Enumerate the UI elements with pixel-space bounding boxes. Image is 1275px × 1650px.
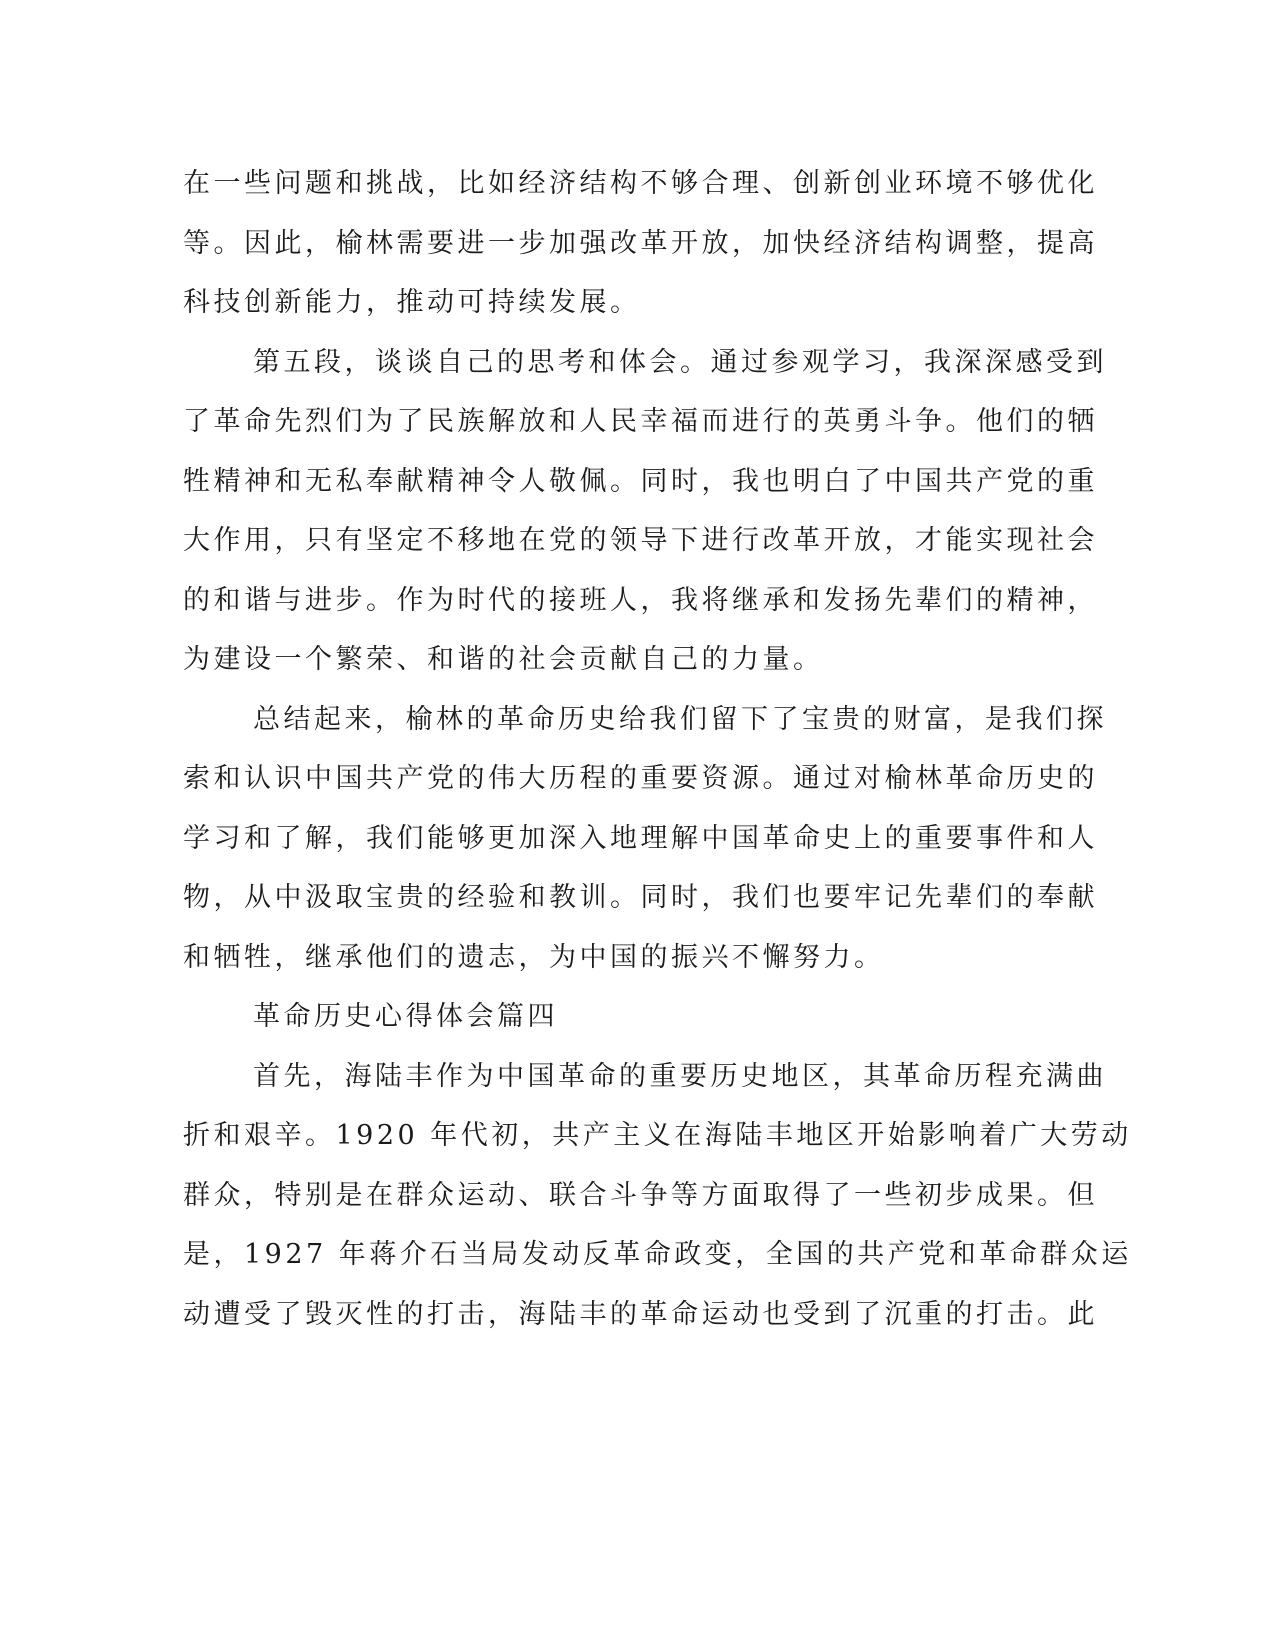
text-line: 是，1927 年蒋介石当局发动反革命政变，全国的共产党和革命群众运 bbox=[183, 1239, 1132, 1270]
text-line: 大作用，只有坚定不移地在党的领导下进行改革开放，才能实现社会 bbox=[183, 525, 1098, 556]
paragraph-start-line: 首先，海陆丰作为中国革命的重要历史地区，其革命历程充满曲 bbox=[253, 1060, 1107, 1092]
text-line: 折和艰辛。1920 年代初，共产主义在海陆丰地区开始影响着广大劳动 bbox=[183, 1120, 1132, 1151]
text-line: 物，从中汲取宝贵的经验和教训。同时，我们也要牢记先辈们的奉献 bbox=[183, 882, 1098, 913]
text-line: 牲精神和无私奉献精神令人敬佩。同时，我也明白了中国共产党的重 bbox=[183, 465, 1098, 497]
document-body bbox=[183, 154, 1132, 1344]
text-line: 动遭受了毁灭性的打击，海陆丰的革命运动也受到了沉重的打击。此 bbox=[183, 1298, 1098, 1330]
text-line: 和牺牲，继承他们的遗志，为中国的振兴不懈努力。 bbox=[183, 941, 885, 973]
text-line: 群众，特别是在群众运动、联合斗争等方面取得了一些初步成果。但 bbox=[183, 1179, 1098, 1211]
text-line: 科技创新能力，推动可持续发展。 bbox=[183, 287, 641, 318]
text-line: 等。因此，榆林需要进一步加强改革开放，加快经济结构调整，提高 bbox=[183, 227, 1098, 259]
text-line: 为建设一个繁荣、和谐的社会贡献自己的力量。 bbox=[183, 644, 824, 675]
paragraph-start-line: 总结起来，榆林的革命历史给我们留下了宝贵的财富，是我们探 bbox=[253, 703, 1107, 735]
text-line: 索和认识中国共产党的伟大历程的重要资源。通过对榆林革命历史的 bbox=[183, 763, 1098, 794]
text-line: 的和谐与进步。作为时代的接班人，我将继承和发扬先辈们的精神， bbox=[183, 584, 1098, 616]
text-line: 在一些问题和挑战，比如经济结构不够合理、创新创业环境不够优化 bbox=[183, 168, 1098, 199]
section-heading: 革命历史心得体会篇四 bbox=[253, 1001, 558, 1032]
paragraph-start-line: 第五段，谈谈自己的思考和体会。通过参观学习，我深深感受到 bbox=[253, 346, 1107, 378]
text-line: 学习和了解，我们能够更加深入地理解中国革命史上的重要事件和人 bbox=[183, 822, 1098, 854]
text-line: 了革命先烈们为了民族解放和人民幸福而进行的英勇斗争。他们的牺 bbox=[183, 406, 1098, 437]
